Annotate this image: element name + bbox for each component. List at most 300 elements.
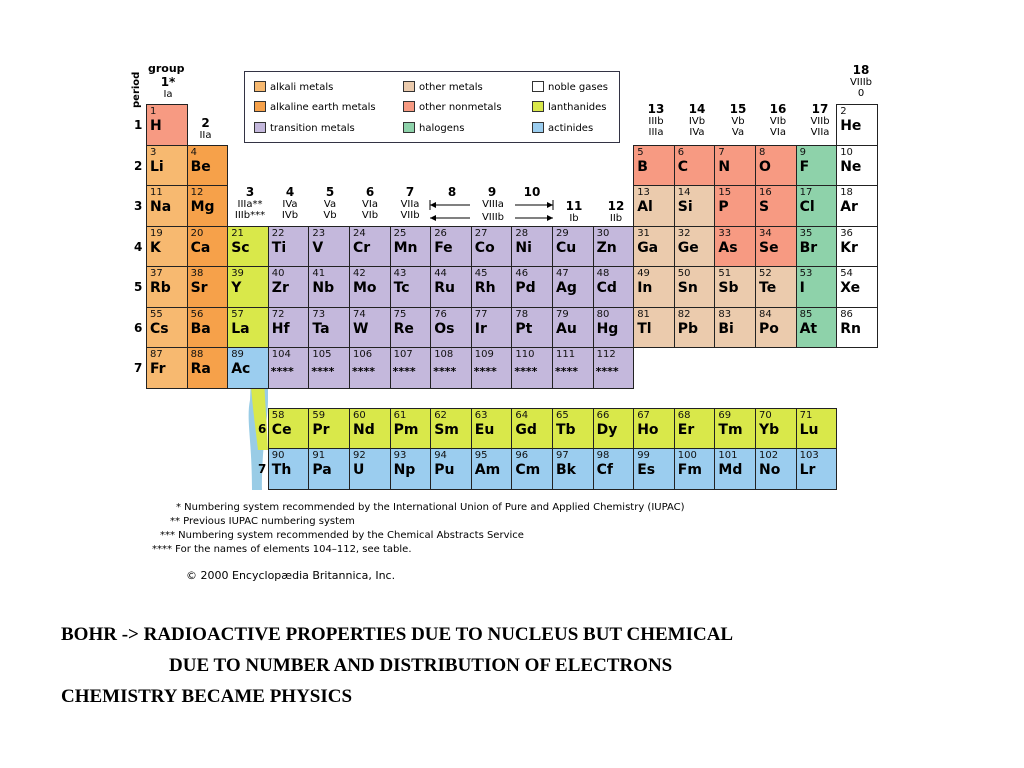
element-xxxx-107 xyxy=(390,347,432,389)
element-Gd-64 xyxy=(511,408,553,450)
legend-label: other nonmetals xyxy=(419,102,502,113)
element-symbol: Yb xyxy=(759,422,780,438)
atomic-number: 73 xyxy=(312,308,326,320)
atomic-number: 51 xyxy=(718,268,732,279)
element-symbol: In xyxy=(637,280,653,296)
atomic-number: 19 xyxy=(150,227,163,239)
element-Rn-86 xyxy=(836,307,878,349)
element-symbol: Cu xyxy=(556,239,577,256)
atomic-number: 49 xyxy=(637,268,650,279)
period-number-4: 4 xyxy=(134,239,143,254)
element-symbol: Ar xyxy=(840,199,858,215)
group-subtitle-b: VIIa xyxy=(810,127,830,138)
element-symbol: Nb xyxy=(312,280,335,296)
group-subtitle-a: VIIb xyxy=(810,116,830,127)
atomic-number: 94 xyxy=(434,450,447,461)
group-2-prev: IIa xyxy=(199,130,212,141)
atomic-number: 54 xyxy=(840,268,853,279)
atomic-number: 30 xyxy=(596,227,610,239)
element-symbol: Au xyxy=(556,320,577,337)
element-symbol: Lu xyxy=(799,422,819,438)
period-number-7: 7 xyxy=(134,361,143,375)
element-symbol: Ho xyxy=(637,422,659,438)
legend-item-lanthanides xyxy=(532,101,606,114)
element-Dy-66 xyxy=(593,408,635,450)
element-He-2 xyxy=(836,104,878,146)
element-B-5 xyxy=(633,145,675,187)
element-symbol: Np xyxy=(393,462,416,478)
element-Ca-20 xyxy=(187,226,229,268)
element-symbol: U xyxy=(353,462,365,478)
atomic-number: 12 xyxy=(190,187,204,198)
atomic-number: 56 xyxy=(190,308,204,320)
element-symbol: **** xyxy=(433,365,457,378)
group-number: 16 xyxy=(769,102,787,116)
element-No-102 xyxy=(755,448,797,490)
atomic-number: 90 xyxy=(271,450,285,461)
atomic-number: 62 xyxy=(434,410,447,421)
atomic-number: 87 xyxy=(150,349,163,360)
element-Er-68 xyxy=(674,408,716,450)
element-xxxx-106 xyxy=(349,347,391,389)
element-V-23 xyxy=(308,226,350,268)
element-C-6 xyxy=(674,145,716,187)
atomic-number: 67 xyxy=(637,410,650,421)
group-number: 13 xyxy=(647,102,665,116)
group-header-10 xyxy=(512,186,552,199)
element-symbol: Co xyxy=(474,239,495,256)
group-subtitle-b: VIb xyxy=(361,210,379,221)
element-symbol: C xyxy=(677,158,689,175)
element-symbol: Tl xyxy=(637,320,652,337)
element-symbol: Md xyxy=(718,462,743,478)
group-number: 7 xyxy=(405,185,415,199)
element-symbol: Sm xyxy=(434,422,459,438)
period-label: period xyxy=(131,71,142,108)
group-header-4 xyxy=(270,186,310,221)
group-header-15 xyxy=(718,103,758,138)
atomic-number: 63 xyxy=(474,410,488,421)
element-Kr-36 xyxy=(836,226,878,268)
element-F-9 xyxy=(796,145,838,187)
group-1-prev: Ia xyxy=(163,89,173,100)
element-symbol: No xyxy=(759,462,781,478)
element-Os-76 xyxy=(430,307,472,349)
group-18-cas: 0 xyxy=(857,88,865,99)
atomic-number: 80 xyxy=(596,308,610,320)
atomic-number: 106 xyxy=(353,349,373,360)
atomic-number: 28 xyxy=(515,227,529,239)
atomic-number: 85 xyxy=(799,308,813,320)
group-subtitle-b: Vb xyxy=(323,210,337,221)
element-symbol: Eu xyxy=(474,422,495,438)
legend-item-actinides xyxy=(532,122,593,135)
group-subtitle-a: IIIa** xyxy=(237,199,263,210)
atomic-number: 89 xyxy=(231,349,244,360)
atomic-number: 20 xyxy=(190,227,204,239)
element-Ga-31 xyxy=(633,226,675,268)
element-symbol: **** xyxy=(514,365,538,378)
legend-swatch xyxy=(532,81,544,92)
element-Ar-18 xyxy=(836,185,878,227)
group-header-13 xyxy=(636,103,676,138)
element-symbol: **** xyxy=(311,365,335,378)
group-subtitle-a: IIIb xyxy=(648,116,664,127)
atomic-number: 40 xyxy=(271,268,285,279)
element-symbol: Be xyxy=(190,158,211,175)
element-Hf-72 xyxy=(268,307,310,349)
element-Nd-60 xyxy=(349,408,391,450)
group-subtitle-a: Va xyxy=(323,199,337,210)
element-Pm-61 xyxy=(390,408,432,450)
element-xxxx-110 xyxy=(511,347,553,389)
period-number-1: 1 xyxy=(134,118,143,132)
atomic-number: 74 xyxy=(353,308,366,320)
element-symbol: B xyxy=(637,158,648,175)
element-Ge-32 xyxy=(674,226,716,268)
element-symbol: As xyxy=(718,239,738,256)
element-xxxx-109 xyxy=(471,347,513,389)
element-Al-13 xyxy=(633,185,675,227)
caption-line-2: DUE TO NUMBER AND DISTRIBUTION OF ELECTRONS xyxy=(169,655,673,676)
element-Pt-78 xyxy=(511,307,553,349)
group-number: 14 xyxy=(688,102,706,116)
atomic-number: 21 xyxy=(231,227,244,239)
element-Tm-69 xyxy=(714,408,756,450)
element-symbol: Hf xyxy=(271,320,290,337)
element-symbol: Ge xyxy=(677,239,699,256)
element-Zn-30 xyxy=(593,226,635,268)
atomic-number: 79 xyxy=(556,308,569,320)
group-subtitle-a: VIIa xyxy=(400,199,420,210)
element-symbol: Ti xyxy=(271,239,287,256)
element-Pu-94 xyxy=(430,448,472,490)
element-symbol: Cr xyxy=(353,239,371,256)
atomic-number: 78 xyxy=(515,308,529,320)
legend-item-noble xyxy=(532,81,608,94)
group-1-number: 1* xyxy=(160,75,176,89)
legend-item-transition xyxy=(254,122,355,135)
element-Es-99 xyxy=(633,448,675,490)
element-symbol: Te xyxy=(759,280,777,296)
atomic-number: 109 xyxy=(474,349,494,360)
element-Pa-91 xyxy=(308,448,350,490)
atomic-number: 53 xyxy=(799,268,813,279)
element-symbol: **** xyxy=(352,365,376,378)
element-symbol: Ca xyxy=(190,239,211,256)
element-Po-84 xyxy=(755,307,797,349)
element-Eu-63 xyxy=(471,408,513,450)
viii-b-label: VIIIb xyxy=(481,212,505,223)
element-symbol: Sc xyxy=(231,239,250,256)
element-Te-52 xyxy=(755,266,797,308)
element-Mn-25 xyxy=(390,226,432,268)
atomic-number: 22 xyxy=(271,227,285,239)
atomic-number: 45 xyxy=(474,268,488,279)
atomic-number: 41 xyxy=(312,268,326,279)
element-symbol: Ru xyxy=(434,280,455,296)
element-Ru-44 xyxy=(430,266,472,308)
element-symbol: Cm xyxy=(515,462,541,478)
atomic-number: 52 xyxy=(759,268,772,279)
element-Sb-51 xyxy=(714,266,756,308)
element-symbol: Si xyxy=(677,199,693,215)
caption-line-3: CHEMISTRY BECAME PHYSICS xyxy=(61,686,353,707)
element-symbol: **** xyxy=(555,365,579,378)
series-period-number-7: 7 xyxy=(258,462,267,476)
element-symbol: **** xyxy=(595,365,619,378)
element-symbol: Zn xyxy=(596,239,617,256)
element-symbol: Ac xyxy=(231,361,251,377)
atomic-number: 1 xyxy=(150,106,157,117)
atomic-number: 5 xyxy=(637,146,644,158)
element-symbol: Zr xyxy=(271,280,289,296)
element-symbol: **** xyxy=(270,365,294,378)
footnote-4: **** For the names of elements 104–112, see table. xyxy=(152,544,412,555)
element-U-92 xyxy=(349,448,391,490)
group-subtitle-b: IVa xyxy=(689,127,705,138)
atomic-number: 35 xyxy=(799,227,813,239)
atomic-number: 37 xyxy=(150,268,163,279)
element-Tb-65 xyxy=(552,408,594,450)
atomic-number: 66 xyxy=(596,410,610,421)
period-number-3: 3 xyxy=(134,199,143,213)
element-symbol: Ga xyxy=(637,239,659,256)
element-xxxx-108 xyxy=(430,347,472,389)
element-In-49 xyxy=(633,266,675,308)
element-Ac-89 xyxy=(227,347,269,389)
element-Yb-70 xyxy=(755,408,797,450)
element-Cd-48 xyxy=(593,266,635,308)
atomic-number: 47 xyxy=(556,268,569,279)
element-symbol: Ir xyxy=(474,320,487,337)
group-subtitle-b: Ib xyxy=(569,213,579,224)
element-Lr-103 xyxy=(796,448,838,490)
element-K-19 xyxy=(146,226,188,268)
atomic-number: 23 xyxy=(312,227,326,239)
element-symbol: Br xyxy=(799,239,818,256)
group-header-3 xyxy=(230,186,270,221)
legend-swatch xyxy=(532,122,544,133)
element-La-57 xyxy=(227,307,269,349)
element-symbol: **** xyxy=(392,365,416,378)
atomic-number: 71 xyxy=(799,410,813,421)
legend-item-other_metals xyxy=(403,81,483,94)
element-Zr-40 xyxy=(268,266,310,308)
atomic-number: 9 xyxy=(799,146,806,158)
element-Y-39 xyxy=(227,266,269,308)
element-Ce-58 xyxy=(268,408,310,450)
atomic-number: 57 xyxy=(231,308,244,320)
atomic-number: 81 xyxy=(637,308,650,320)
element-symbol: Pa xyxy=(312,462,332,478)
atomic-number: 55 xyxy=(150,308,163,320)
group-2-number: 2 xyxy=(201,116,210,130)
group-number: 10 xyxy=(523,185,541,199)
group-header-14 xyxy=(677,103,717,138)
atomic-number: 17 xyxy=(799,187,813,198)
element-Ti-22 xyxy=(268,226,310,268)
group-number: 11 xyxy=(565,199,583,213)
element-Am-95 xyxy=(471,448,513,490)
atomic-number: 61 xyxy=(393,410,407,421)
group-header-17 xyxy=(800,103,840,138)
group-1-header xyxy=(150,76,186,100)
group-header-9 xyxy=(472,186,512,199)
atomic-number: 33 xyxy=(718,227,732,239)
atomic-number: 2 xyxy=(840,106,847,117)
element-Pb-82 xyxy=(674,307,716,349)
atomic-number: 64 xyxy=(515,410,529,421)
element-symbol: V xyxy=(312,239,324,256)
element-Sc-21 xyxy=(227,226,269,268)
viii-a-label: VIIIa xyxy=(482,199,504,210)
element-Np-93 xyxy=(390,448,432,490)
group-number: 5 xyxy=(325,185,335,199)
element-Li-3 xyxy=(146,145,188,187)
element-symbol: S xyxy=(759,199,770,215)
element-S-16 xyxy=(755,185,797,227)
element-symbol: Rn xyxy=(840,320,861,337)
period-number-6: 6 xyxy=(134,320,143,335)
atomic-number: 27 xyxy=(474,227,488,239)
element-symbol: Ne xyxy=(840,158,862,175)
group-number: 4 xyxy=(285,185,295,199)
legend-item-alkali xyxy=(254,81,333,94)
legend-label: actinides xyxy=(548,123,594,134)
atomic-number: 39 xyxy=(231,268,244,279)
element-Md-101 xyxy=(714,448,756,490)
series-period-number-6: 6 xyxy=(258,422,267,436)
element-Cf-98 xyxy=(593,448,635,490)
atomic-number: 26 xyxy=(434,227,447,239)
element-Si-14 xyxy=(674,185,716,227)
element-N-7 xyxy=(714,145,756,187)
atomic-number: 70 xyxy=(759,410,772,421)
atomic-number: 11 xyxy=(150,187,163,198)
element-Cm-96 xyxy=(511,448,553,490)
group-number: 6 xyxy=(365,185,375,199)
legend-label: transition metals xyxy=(270,123,355,134)
element-symbol: Pt xyxy=(515,320,533,337)
element-xxxx-105 xyxy=(308,347,350,389)
element-symbol: At xyxy=(799,320,818,337)
atomic-number: 18 xyxy=(840,187,853,198)
element-symbol: Re xyxy=(393,320,414,337)
atomic-number: 95 xyxy=(474,450,488,461)
element-symbol: Dy xyxy=(596,422,618,438)
element-symbol: Cf xyxy=(596,462,613,478)
atomic-number: 43 xyxy=(393,268,407,279)
element-Fr-87 xyxy=(146,347,188,389)
element-I-53 xyxy=(796,266,838,308)
atomic-number: 83 xyxy=(718,308,732,320)
atomic-number: 77 xyxy=(474,308,488,320)
element-symbol: O xyxy=(759,158,771,175)
legend-item-alkaline xyxy=(254,101,376,114)
element-symbol: Sb xyxy=(718,280,739,296)
element-symbol: Bi xyxy=(718,320,734,337)
element-Ir-77 xyxy=(471,307,513,349)
element-symbol: Ce xyxy=(271,422,292,438)
element-symbol: Xe xyxy=(840,280,861,296)
element-symbol: Cd xyxy=(596,280,617,296)
legend-label: halogens xyxy=(419,123,465,134)
element-Cu-29 xyxy=(552,226,594,268)
element-Ho-67 xyxy=(633,408,675,450)
group-header-8 xyxy=(432,186,472,199)
element-symbol: Er xyxy=(677,422,695,438)
element-Rh-45 xyxy=(471,266,513,308)
group-number: 12 xyxy=(607,199,625,213)
group-subtitle-a: IVa xyxy=(282,199,298,210)
legend-swatch xyxy=(403,122,415,133)
element-symbol: Rh xyxy=(474,280,496,296)
element-symbol: La xyxy=(231,320,250,337)
atomic-number: 14 xyxy=(677,187,691,198)
element-symbol: Fm xyxy=(677,462,702,478)
element-symbol: Ra xyxy=(190,361,211,377)
atomic-number: 91 xyxy=(312,450,326,461)
element-symbol: Ta xyxy=(312,320,330,337)
legend-label: other metals xyxy=(419,82,483,93)
element-Bi-83 xyxy=(714,307,756,349)
element-symbol: Bk xyxy=(556,462,576,478)
element-symbol: Pu xyxy=(434,462,455,478)
atomic-number: 25 xyxy=(393,227,407,239)
element-symbol: Na xyxy=(150,199,172,215)
element-symbol: Ba xyxy=(190,320,211,337)
legend-label: alkali metals xyxy=(270,82,334,93)
element-symbol: Os xyxy=(434,320,455,337)
legend-swatch xyxy=(532,101,544,112)
element-Tc-43 xyxy=(390,266,432,308)
element-Th-90 xyxy=(268,448,310,490)
element-symbol: Ag xyxy=(556,280,577,296)
period-number-2: 2 xyxy=(134,158,143,173)
atomic-number: 112 xyxy=(596,349,616,360)
element-Mg-12 xyxy=(187,185,229,227)
group-subtitle-b: IIb xyxy=(609,213,623,224)
atomic-number: 32 xyxy=(677,227,691,239)
element-symbol: Mo xyxy=(353,280,377,296)
element-symbol: Gd xyxy=(515,422,537,438)
atomic-number: 34 xyxy=(759,227,772,239)
atomic-number: 68 xyxy=(677,410,691,421)
element-symbol: Tm xyxy=(718,422,743,438)
group-subtitle-b: VIa xyxy=(770,127,786,138)
group-2-header xyxy=(187,117,224,141)
element-Ag-47 xyxy=(552,266,594,308)
group-header-11 xyxy=(554,200,594,224)
atomic-number: 100 xyxy=(677,450,697,461)
atomic-number: 98 xyxy=(596,450,610,461)
atomic-number: 92 xyxy=(353,450,366,461)
group-header-16 xyxy=(758,103,798,138)
legend-item-halogens xyxy=(403,122,464,135)
atomic-number: 82 xyxy=(677,308,691,320)
element-symbol: I xyxy=(799,280,805,296)
element-symbol: Mn xyxy=(393,239,418,256)
element-Ne-10 xyxy=(836,145,878,187)
group-18-number: 18 xyxy=(852,63,870,77)
group-subtitle-a: Vb xyxy=(731,116,745,127)
element-symbol: Sr xyxy=(190,280,208,296)
atomic-number: 102 xyxy=(759,450,779,461)
element-symbol: Pd xyxy=(515,280,536,296)
atomic-number: 4 xyxy=(190,146,197,158)
group-header-7 xyxy=(390,186,430,221)
